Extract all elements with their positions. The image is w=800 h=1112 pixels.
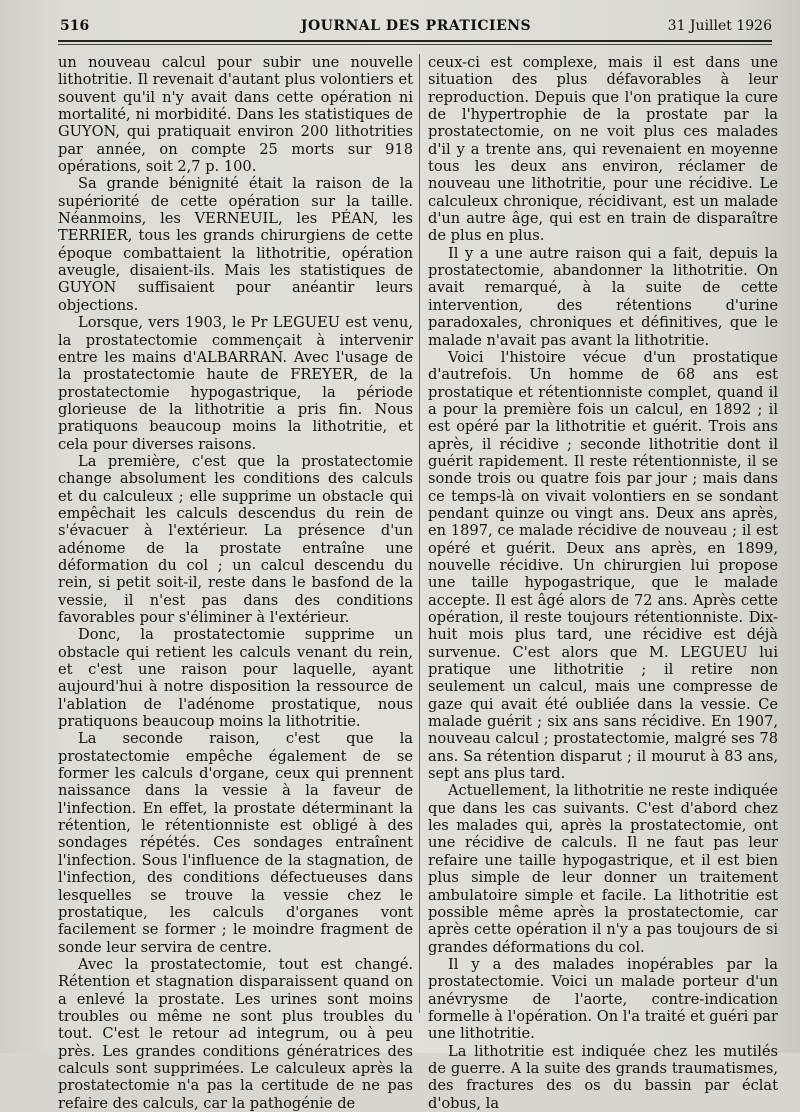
journal-title: JOURNAL DES PRATICIENS — [300, 18, 532, 34]
paragraph: Lorsque, vers 1903, le Pr LEGUEU est venu, la prostatectomie commençait à intervenir entre les mains d'ALBARRAN. Avec l'usage de la prostatectomie haute de FREYER, de la prostatectomie hypogastrique, la période glorieuse de la lithotritie a pris fin. Nous pratiquons beaucoup moins la lithotritie, et cela pour diverses raisons. — [58, 314, 413, 453]
paragraph: La lithotritie est indiquée chez les mutilés de guerre. A la suite des grands traumatismes, des fractures des os du bassin par éclat d'obus, la — [428, 1042, 778, 1112]
left-column — [58, 54, 413, 1112]
column-divider — [419, 54, 420, 1013]
paragraph: Actuellement, la lithotritie ne reste indiquée que dans les cas suivants. C'est d'abord chez les malades qui, après la prostatectomie, ont une récidive de calculs. Il ne faut pas leur refaire une taille hypogastrique, et il est bien plus simple de leur donner un traitement ambulatoire simple et facile. La lithotritie est possible même après la prostatectomie, car après cette opération il n'y a pas toujours de si grandes déformations du col. — [428, 782, 778, 956]
paragraph: La première, c'est que la prostatectomie change absolument les conditions des calculs et du calculeux ; elle supprime un obstacle qui empêchait les calculs descendus du rein de s'évacuer à l'extérieur. La présence d'un adénome de la prostate entraîne une déformation du col ; un calcul descendu du rein, si petit soit-il, reste dans le basfond de la vessie, il n'est pas dans des conditions favorables pour s'éliminer à l'extérieur. — [58, 452, 413, 626]
page-header — [60, 18, 772, 40]
paragraph: La seconde raison, c'est que la prostatectomie empêche également de se former les calculs d'organe, ceux qui prennent naissance dans la vessie à la faveur de l'infection. En effet, la prostate déterminant la rétention, le rétentionniste est obligé à des sondages répétés. Ces sondages entraînent l'infection. Sous l'influence de la stagnation, de l'infection, des conditions défectueuses dans lesquelles se trouve la vessie chez le prostatique, les calculs d'organes vont facilement se former ; le moindre fragment de sonde leur servira de centre. — [58, 730, 413, 956]
paragraph: ceux-ci est complexe, mais il est dans une situation des plus défavorables à leur reproduction. Depuis que l'on pratique la cure de l'hypertrophie de la prostate par la prostatectomie, on ne voit plus ces malades d'il y a trente ans, qui revenaient en moyenne tous les deux ans environ, réclamer de nouveau une lithotritie, pour une récidive. Le calculeux chronique, récidivant, est un malade d'un autre âge, qui est en train de disparaître de plus en plus. — [428, 54, 778, 245]
paragraph: Donc, la prostatectomie supprime un obstacle qui retient les calculs venant du rein, et c'est une raison pour laquelle, ayant aujourd'hui à notre disposition la ressource de l'ablation de l'adénome prostatique, nous pratiquons beaucoup moins la lithotritie. — [58, 626, 413, 731]
header-rule-thin — [58, 44, 772, 45]
right-column — [428, 54, 778, 1112]
paragraph: Il y a des malades inopérables par la prostatectomie. Voici un malade porteur d'un anévrysme de l'aorte, contre-indication formelle à l'opération. On l'a traité et guéri par une lithotritie. — [428, 955, 778, 1043]
paragraph: Avec la prostatectomie, tout est changé. Rétention et stagnation disparaissent quand on a enlevé la prostate. Les urines sont moins troubles ou même ne sont plus troubles du tout. C'est le retour ad integrum, ou à peu près. Les grandes conditions génératrices des calculs sont supprimées. Le calculeux après la prostatectomie n'a pas la certitude de ne pas refaire des calculs, car la pathogénie de — [58, 955, 413, 1112]
paragraph: Sa grande bénignité était la raison de la supériorité de cette opération sur la taille. Néanmoins, les VERNEUIL, les PÉAN, les TERRIER, tous les grands chirurgiens de cette époque combattaient la lithotritie, opération aveugle, disaient-ils. Mais les statistiques de GUYON suffisaient pour anéantir leurs objections. — [58, 175, 413, 314]
paragraph: Voici l'histoire vécue d'un prostatique d'autrefois. Un homme de 68 ans est prostatique et rétentionniste complet, quand il a pour la première fois un calcul, en 1892 ; il est opéré par la lithotritie et guérit. Trois ans après, il récidive ; seconde lithotritie dont il guérit rapidement. Il reste rétentionniste, il se sonde trois ou quatre fois par jour ; mais dans ce temps-là on vivait volontiers en se sondant pendant quinze ou vingt ans. Deux ans après, en 1897, ce malade récidive de nouveau ; il est opéré et guérit. Deux ans après, en 1899, nouvelle récidive. Un chirurgien lui propose une taille hypogastrique, que le malade accepte. Il est âgé alors de 72 ans. Après cette opération, il reste toujours rétentionniste. Dix-huit mois plus tard, une récidive est déjà survenue. C'est alors que M. LEGUEU lui pratique une lithotritie ; il retire non seulement un calcul, mais une compresse de gaze qui avait été oubliée dans la vessie. Ce malade guérit ; six ans sans récidive. En 1907, nouveau calcul ; prostatectomie, malgré ses 78 ans. Sa rétention disparut ; il mourut à 83 ans, sept ans plus tard. — [428, 348, 778, 783]
paragraph: un nouveau calcul pour subir une nouvelle lithotritie. Il revenait d'autant plus volontiers et souvent qu'il n'y avait dans cette opération ni mortalité, ni morbidité. Dans les statistiques de GUYON, qui pratiquait environ 200 lithotrities par année, on compte 25 morts sur 918 opérations, soit 2,7 p. 100. — [58, 54, 413, 176]
issue-date: 31 Juillet 1926 — [667, 18, 772, 34]
header-rule — [58, 40, 772, 42]
page-number: 516 — [60, 18, 90, 34]
paragraph: Il y a une autre raison qui a fait, depuis la prostatectomie, abandonner la lithotritie. On avait remarqué, à la suite de cette intervention, des rétentions d'urine paradoxales, chroniques et définitives, que le malade n'avait pas avant la lithotritie. — [428, 244, 778, 349]
